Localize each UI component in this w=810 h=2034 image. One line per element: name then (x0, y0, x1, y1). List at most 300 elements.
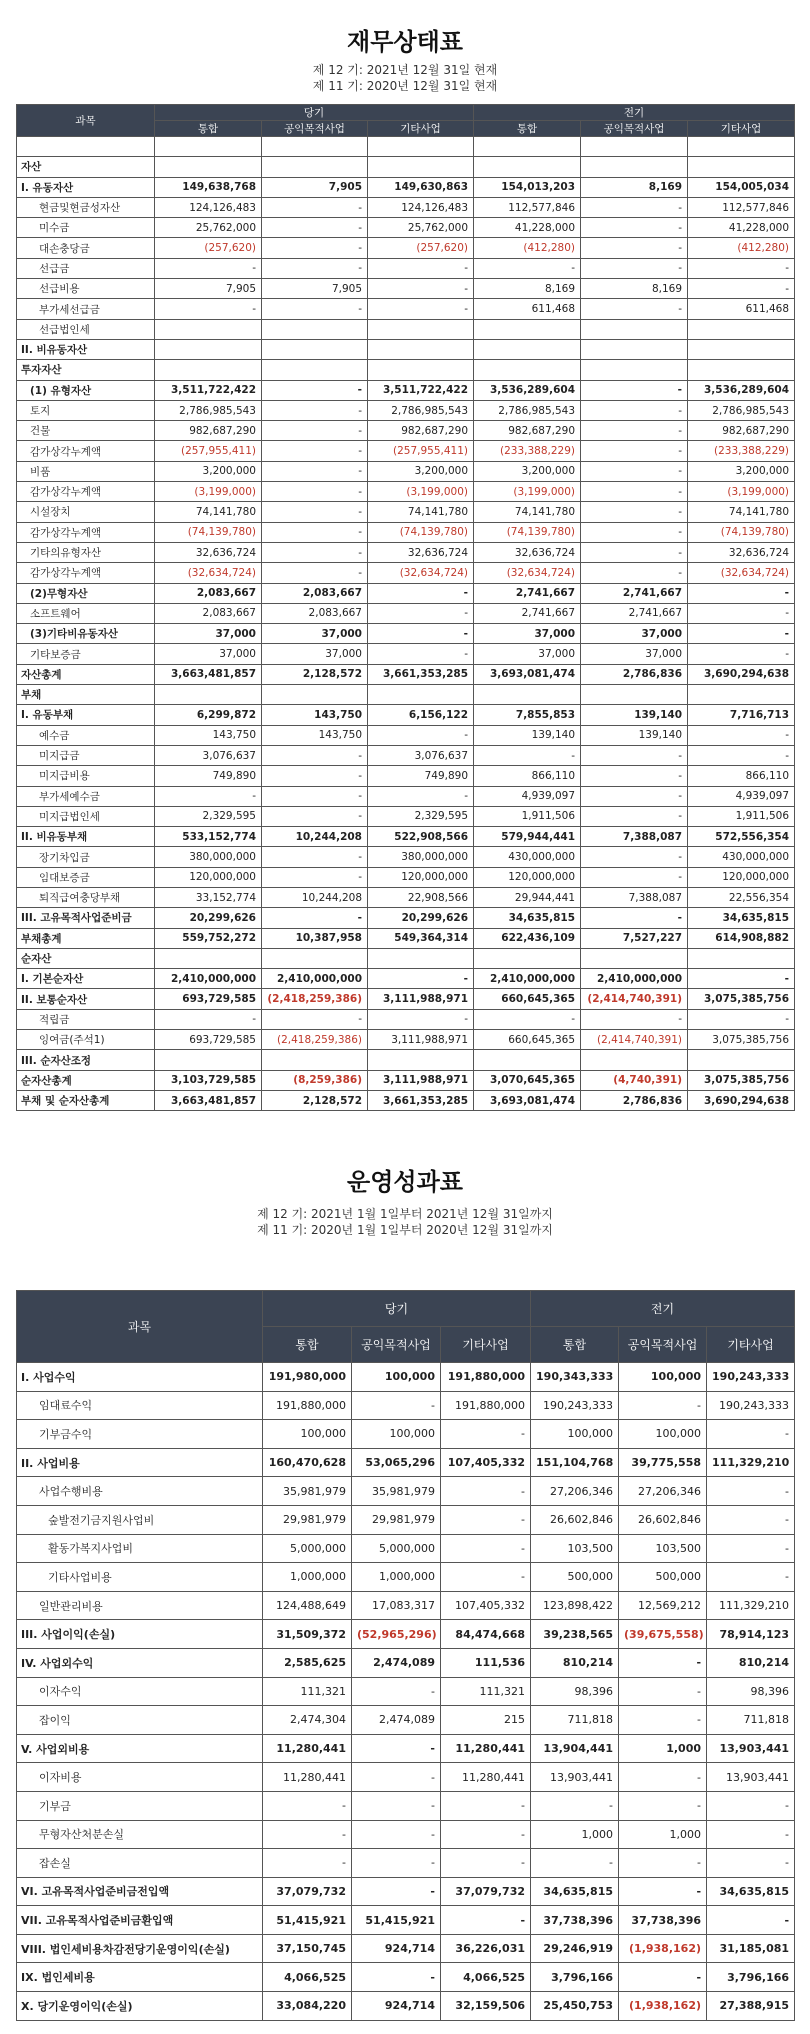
amount-cell: (2,414,740,391) (581, 1030, 688, 1050)
amount-cell: 2,474,304 (263, 1706, 352, 1735)
amount-cell: - (707, 1906, 795, 1935)
row-label: 임대보증금 (17, 867, 155, 887)
row-label: 토지 (17, 400, 155, 420)
amount-cell: - (581, 299, 688, 319)
amount-cell: 26,602,846 (619, 1505, 707, 1534)
amount-cell: 810,214 (531, 1648, 619, 1677)
amount-cell: - (352, 1791, 441, 1820)
amount-cell: 191,880,000 (441, 1391, 531, 1420)
amount-cell (262, 685, 368, 705)
column-header-other: 기타사업 (441, 1327, 531, 1363)
table-row (17, 157, 795, 177)
amount-cell: - (707, 1563, 795, 1592)
amount-cell: - (262, 908, 368, 928)
amount-cell: - (581, 461, 688, 481)
amount-cell: 749,890 (368, 766, 474, 786)
amount-cell: 37,738,396 (619, 1906, 707, 1935)
table-row (17, 1677, 795, 1706)
amount-cell: 33,084,220 (263, 1992, 352, 2021)
amount-cell: 3,693,081,474 (474, 664, 581, 684)
amount-cell: 810,214 (707, 1648, 795, 1677)
amount-cell: (8,259,386) (262, 1070, 368, 1090)
amount-cell: 2,083,667 (155, 583, 262, 603)
amount-cell: 1,000,000 (352, 1563, 441, 1592)
row-label: X. 당기운영이익(손실) (17, 1992, 263, 2021)
table-row (17, 319, 795, 339)
amount-cell: 1,000,000 (263, 1563, 352, 1592)
amount-cell: 51,415,921 (263, 1906, 352, 1935)
amount-cell: 6,299,872 (155, 705, 262, 725)
amount-cell: (32,634,724) (155, 563, 262, 583)
amount-cell (688, 157, 795, 177)
amount-cell: - (441, 1563, 531, 1592)
amount-cell: - (688, 725, 795, 745)
table-row (17, 1420, 795, 1449)
amount-cell: 143,750 (155, 725, 262, 745)
amount-cell: - (688, 1009, 795, 1029)
row-label: 기타보증금 (17, 644, 155, 664)
amount-cell: 2,786,836 (581, 1090, 688, 1110)
amount-cell: 25,762,000 (155, 218, 262, 238)
amount-cell: - (368, 1009, 474, 1029)
amount-cell (474, 157, 581, 177)
row-label: II. 보통순자산 (17, 989, 155, 1009)
amount-cell: 25,762,000 (368, 218, 474, 238)
amount-cell: 10,244,208 (262, 827, 368, 847)
amount-cell: 3,111,988,971 (368, 1070, 474, 1090)
amount-cell (688, 137, 795, 157)
balance-sheet-period-current: 제 12 기: 2021년 12월 31일 현재 (312, 63, 498, 77)
table-row (17, 238, 795, 258)
amount-cell: - (352, 1820, 441, 1849)
amount-cell: - (581, 400, 688, 420)
amount-cell: 430,000,000 (688, 847, 795, 867)
amount-cell: 17,083,317 (352, 1591, 441, 1620)
amount-cell (688, 339, 795, 359)
row-label: 기타사업비용 (17, 1563, 263, 1592)
amount-cell: 191,880,000 (263, 1391, 352, 1420)
amount-cell (474, 319, 581, 339)
amount-cell: - (352, 1391, 441, 1420)
amount-cell: 143,750 (262, 705, 368, 725)
amount-cell: - (581, 867, 688, 887)
amount-cell: (32,634,724) (688, 563, 795, 583)
amount-cell: 3,075,385,756 (688, 1030, 795, 1050)
amount-cell: - (619, 1648, 707, 1677)
amount-cell: - (368, 644, 474, 664)
amount-cell: - (441, 1534, 531, 1563)
table-row (17, 1706, 795, 1735)
amount-cell (155, 137, 262, 157)
amount-cell: 124,126,483 (368, 197, 474, 217)
income-statement-table (16, 1290, 795, 2021)
amount-cell: 151,104,768 (531, 1448, 619, 1477)
amount-cell: (32,634,724) (368, 563, 474, 583)
amount-cell: 190,243,333 (707, 1363, 795, 1392)
amount-cell: 149,638,768 (155, 177, 262, 197)
amount-cell: 112,577,846 (688, 197, 795, 217)
amount-cell: 10,244,208 (262, 887, 368, 907)
table-row (17, 1505, 795, 1534)
amount-cell: - (352, 1963, 441, 1992)
amount-cell: - (619, 1706, 707, 1735)
amount-cell: 26,602,846 (531, 1505, 619, 1534)
row-label: 활동가복지사업비 (17, 1534, 263, 1563)
amount-cell (688, 685, 795, 705)
amount-cell: 2,410,000,000 (262, 969, 368, 989)
amount-cell: 37,079,732 (263, 1877, 352, 1906)
amount-cell: 27,206,346 (619, 1477, 707, 1506)
amount-cell: - (474, 1009, 581, 1029)
row-label: 감가상각누계액 (17, 482, 155, 502)
amount-cell: 35,981,979 (352, 1477, 441, 1506)
amount-cell: 123,898,422 (531, 1591, 619, 1620)
amount-cell: 2,741,667 (474, 603, 581, 623)
amount-cell: 4,939,097 (688, 786, 795, 806)
table-row (17, 1050, 795, 1070)
amount-cell: 5,000,000 (352, 1534, 441, 1563)
table-row (17, 1563, 795, 1592)
amount-cell: 103,500 (619, 1534, 707, 1563)
row-label: 숲발전기금지원사업비 (17, 1505, 263, 1534)
amount-cell: - (441, 1791, 531, 1820)
amount-cell: 3,070,645,365 (474, 1070, 581, 1090)
table-row (17, 867, 795, 887)
amount-cell: 924,714 (352, 1934, 441, 1963)
amount-cell: - (581, 441, 688, 461)
table-row (17, 380, 795, 400)
amount-cell: - (619, 1763, 707, 1792)
amount-cell: - (262, 218, 368, 238)
amount-cell: - (581, 745, 688, 765)
amount-cell: - (262, 847, 368, 867)
amount-cell: 3,536,289,604 (688, 380, 795, 400)
amount-cell (474, 137, 581, 157)
amount-cell: 20,299,626 (368, 908, 474, 928)
amount-cell: 1,911,506 (474, 806, 581, 826)
amount-cell: 190,343,333 (531, 1363, 619, 1392)
amount-cell: 34,635,815 (474, 908, 581, 928)
amount-cell: 7,527,227 (581, 928, 688, 948)
amount-cell: 3,076,637 (368, 745, 474, 765)
table-row (17, 1391, 795, 1420)
amount-cell: 579,944,441 (474, 827, 581, 847)
amount-cell: 143,750 (262, 725, 368, 745)
amount-cell: 190,243,333 (707, 1391, 795, 1420)
row-label: 순자산총계 (17, 1070, 155, 1090)
column-header-public: 공익목적사업 (581, 121, 688, 137)
amount-cell: 3,075,385,756 (688, 1070, 795, 1090)
amount-cell: 3,075,385,756 (688, 989, 795, 1009)
amount-cell: - (352, 1877, 441, 1906)
column-header-public: 공익목적사업 (619, 1327, 707, 1363)
row-label: 미수금 (17, 218, 155, 238)
row-label: 사업수행비용 (17, 1477, 263, 1506)
amount-cell: - (581, 563, 688, 583)
amount-cell: 3,200,000 (688, 461, 795, 481)
amount-cell (368, 685, 474, 705)
amount-cell: 2,083,667 (262, 583, 368, 603)
row-label: 선급금 (17, 258, 155, 278)
column-header-previous: 전기 (531, 1291, 795, 1327)
amount-cell (474, 339, 581, 359)
amount-cell: 12,569,212 (619, 1591, 707, 1620)
amount-cell (368, 319, 474, 339)
amount-cell: 572,556,354 (688, 827, 795, 847)
amount-cell: 7,905 (262, 279, 368, 299)
row-label: 현금및현금성자산 (17, 197, 155, 217)
amount-cell: 693,729,585 (155, 1030, 262, 1050)
amount-cell: 31,185,081 (707, 1934, 795, 1963)
amount-cell (262, 360, 368, 380)
amount-cell: 149,630,863 (368, 177, 474, 197)
amount-cell: 2,474,089 (352, 1706, 441, 1735)
amount-cell: 154,013,203 (474, 177, 581, 197)
amount-cell: - (368, 725, 474, 745)
row-label: 미지급법인세 (17, 806, 155, 826)
amount-cell: 120,000,000 (155, 867, 262, 887)
amount-cell: (52,965,296) (352, 1620, 441, 1649)
amount-cell: - (352, 1763, 441, 1792)
table-row (17, 1090, 795, 1110)
amount-cell: 380,000,000 (155, 847, 262, 867)
income-statement-period-previous: 제 11 기: 2020년 1월 1일부터 2020년 12월 31일까지 (257, 1223, 553, 1237)
row-label: 잡이익 (17, 1706, 263, 1735)
amount-cell: - (688, 644, 795, 664)
row-label: 부채총계 (17, 928, 155, 948)
amount-cell: 36,226,031 (441, 1934, 531, 1963)
amount-cell: 2,741,667 (581, 583, 688, 603)
row-label: 소프트웨어 (17, 603, 155, 623)
amount-cell: - (581, 502, 688, 522)
balance-sheet-title: 재무상태표 (347, 28, 463, 56)
amount-cell: (3,199,000) (155, 482, 262, 502)
table-row (17, 1906, 795, 1935)
amount-cell: 34,635,815 (531, 1877, 619, 1906)
amount-cell: - (688, 583, 795, 603)
amount-cell: (3,199,000) (474, 482, 581, 502)
table-row (17, 806, 795, 826)
amount-cell: (2,418,259,386) (262, 989, 368, 1009)
row-label: 일반관리비용 (17, 1591, 263, 1620)
table-row (17, 989, 795, 1009)
amount-cell (688, 319, 795, 339)
row-label: I. 유동부채 (17, 705, 155, 725)
table-row (17, 400, 795, 420)
amount-cell: 500,000 (531, 1563, 619, 1592)
table-row (17, 664, 795, 684)
amount-cell: (2,418,259,386) (262, 1030, 368, 1050)
amount-cell (155, 1050, 262, 1070)
amount-cell: - (262, 786, 368, 806)
table-row (17, 1734, 795, 1763)
amount-cell: - (441, 1477, 531, 1506)
amount-cell: 693,729,585 (155, 989, 262, 1009)
amount-cell: 559,752,272 (155, 928, 262, 948)
amount-cell (581, 360, 688, 380)
amount-cell: 7,905 (262, 177, 368, 197)
amount-cell: 660,645,365 (474, 989, 581, 1009)
amount-cell: 33,152,774 (155, 887, 262, 907)
amount-cell: 78,914,123 (707, 1620, 795, 1649)
table-row (17, 522, 795, 542)
amount-cell: - (581, 908, 688, 928)
amount-cell: 34,635,815 (707, 1877, 795, 1906)
amount-cell (368, 948, 474, 968)
row-label: 비품 (17, 461, 155, 481)
amount-cell: 711,818 (531, 1706, 619, 1735)
column-header-public: 공익목적사업 (262, 121, 368, 137)
amount-cell: 3,661,353,285 (368, 664, 474, 684)
row-label: 미지급비용 (17, 766, 155, 786)
amount-cell: 20,299,626 (155, 908, 262, 928)
amount-cell: 3,111,988,971 (368, 989, 474, 1009)
amount-cell: 3,661,353,285 (368, 1090, 474, 1110)
row-label: 무형자산처분손실 (17, 1820, 263, 1849)
amount-cell: - (688, 624, 795, 644)
amount-cell: 3,200,000 (155, 461, 262, 481)
amount-cell: 37,150,745 (263, 1934, 352, 1963)
amount-cell: 139,140 (474, 725, 581, 745)
amount-cell: 2,410,000,000 (581, 969, 688, 989)
amount-cell (262, 137, 368, 157)
table-row (17, 299, 795, 319)
table-row (17, 786, 795, 806)
amount-cell: - (581, 238, 688, 258)
amount-cell: 34,635,815 (688, 908, 795, 928)
row-label: VIII. 법인세비용차감전당기운영이익(손실) (17, 1934, 263, 1963)
amount-cell: 3,690,294,638 (688, 1090, 795, 1110)
amount-cell: 380,000,000 (368, 847, 474, 867)
amount-cell: - (352, 1677, 441, 1706)
amount-cell: - (368, 258, 474, 278)
amount-cell: 614,908,882 (688, 928, 795, 948)
amount-cell: (257,620) (155, 238, 262, 258)
table-row (17, 1992, 795, 2021)
amount-cell: 100,000 (619, 1420, 707, 1449)
row-label: II. 사업비용 (17, 1448, 263, 1477)
column-header-other: 기타사업 (707, 1327, 795, 1363)
table-row (17, 705, 795, 725)
amount-cell (368, 1050, 474, 1070)
amount-cell: - (262, 482, 368, 502)
amount-cell: 27,206,346 (531, 1477, 619, 1506)
amount-cell: 37,000 (155, 644, 262, 664)
amount-cell: 111,321 (441, 1677, 531, 1706)
amount-cell: 749,890 (155, 766, 262, 786)
amount-cell: 29,981,979 (263, 1505, 352, 1534)
row-label: 자산 (17, 157, 155, 177)
column-header-current: 당기 (263, 1291, 531, 1327)
amount-cell: 41,228,000 (688, 218, 795, 238)
amount-cell: 1,000 (619, 1820, 707, 1849)
amount-cell: 100,000 (352, 1363, 441, 1392)
amount-cell: (257,955,411) (155, 441, 262, 461)
amount-cell (155, 360, 262, 380)
amount-cell: 1,911,506 (688, 806, 795, 826)
amount-cell: 120,000,000 (688, 867, 795, 887)
amount-cell: - (155, 1009, 262, 1029)
amount-cell: 5,000,000 (263, 1534, 352, 1563)
amount-cell: - (581, 766, 688, 786)
amount-cell: 7,388,087 (581, 887, 688, 907)
row-label: IV. 사업외수익 (17, 1648, 263, 1677)
table-row (17, 928, 795, 948)
amount-cell: 35,981,979 (263, 1477, 352, 1506)
amount-cell: - (707, 1534, 795, 1563)
amount-cell: - (155, 258, 262, 278)
amount-cell: - (581, 786, 688, 806)
amount-cell (474, 948, 581, 968)
amount-cell: - (707, 1820, 795, 1849)
amount-cell: 51,415,921 (352, 1906, 441, 1935)
column-header-previous: 전기 (474, 105, 795, 121)
amount-cell: - (619, 1877, 707, 1906)
amount-cell: 3,103,729,585 (155, 1070, 262, 1090)
amount-cell: - (368, 624, 474, 644)
table-row (17, 563, 795, 583)
amount-cell (368, 137, 474, 157)
amount-cell: 25,450,753 (531, 1992, 619, 2021)
amount-cell: 32,159,506 (441, 1992, 531, 2021)
amount-cell (155, 685, 262, 705)
amount-cell: 4,939,097 (474, 786, 581, 806)
table-row (17, 583, 795, 603)
amount-cell: 8,169 (474, 279, 581, 299)
table-row (17, 542, 795, 562)
amount-cell: 13,903,441 (707, 1763, 795, 1792)
column-header-other: 기타사업 (688, 121, 795, 137)
amount-cell: - (262, 197, 368, 217)
row-label: 잡손실 (17, 1849, 263, 1878)
row-label (17, 137, 155, 157)
amount-cell: 660,645,365 (474, 1030, 581, 1050)
amount-cell: - (531, 1849, 619, 1878)
amount-cell: 22,556,354 (688, 887, 795, 907)
row-label: 자산총계 (17, 664, 155, 684)
amount-cell: 2,741,667 (474, 583, 581, 603)
row-label: I. 기본순자산 (17, 969, 155, 989)
amount-cell: - (262, 380, 368, 400)
amount-cell: 215 (441, 1706, 531, 1735)
amount-cell (262, 948, 368, 968)
row-label: 부가세선급금 (17, 299, 155, 319)
amount-cell: - (262, 421, 368, 441)
amount-cell: (257,955,411) (368, 441, 474, 461)
row-label: 이자수익 (17, 1677, 263, 1706)
amount-cell: 2,083,667 (262, 603, 368, 623)
amount-cell: 27,388,915 (707, 1992, 795, 2021)
amount-cell: (74,139,780) (368, 522, 474, 542)
row-label: III. 고유목적사업준비금 (17, 908, 155, 928)
amount-cell: 139,140 (581, 725, 688, 745)
table-row (17, 766, 795, 786)
amount-cell: (233,388,229) (474, 441, 581, 461)
income-statement-body (17, 1363, 795, 2021)
column-header-other: 기타사업 (368, 121, 474, 137)
amount-cell: - (581, 522, 688, 542)
amount-cell: 32,636,724 (368, 542, 474, 562)
row-label: 기타의유형자산 (17, 542, 155, 562)
row-label: 잉여금(주석1) (17, 1030, 155, 1050)
amount-cell: (1,938,162) (619, 1992, 707, 2021)
amount-cell: - (368, 279, 474, 299)
table-row (17, 1934, 795, 1963)
amount-cell (368, 339, 474, 359)
row-label: 예수금 (17, 725, 155, 745)
amount-cell: - (581, 542, 688, 562)
amount-cell (581, 948, 688, 968)
